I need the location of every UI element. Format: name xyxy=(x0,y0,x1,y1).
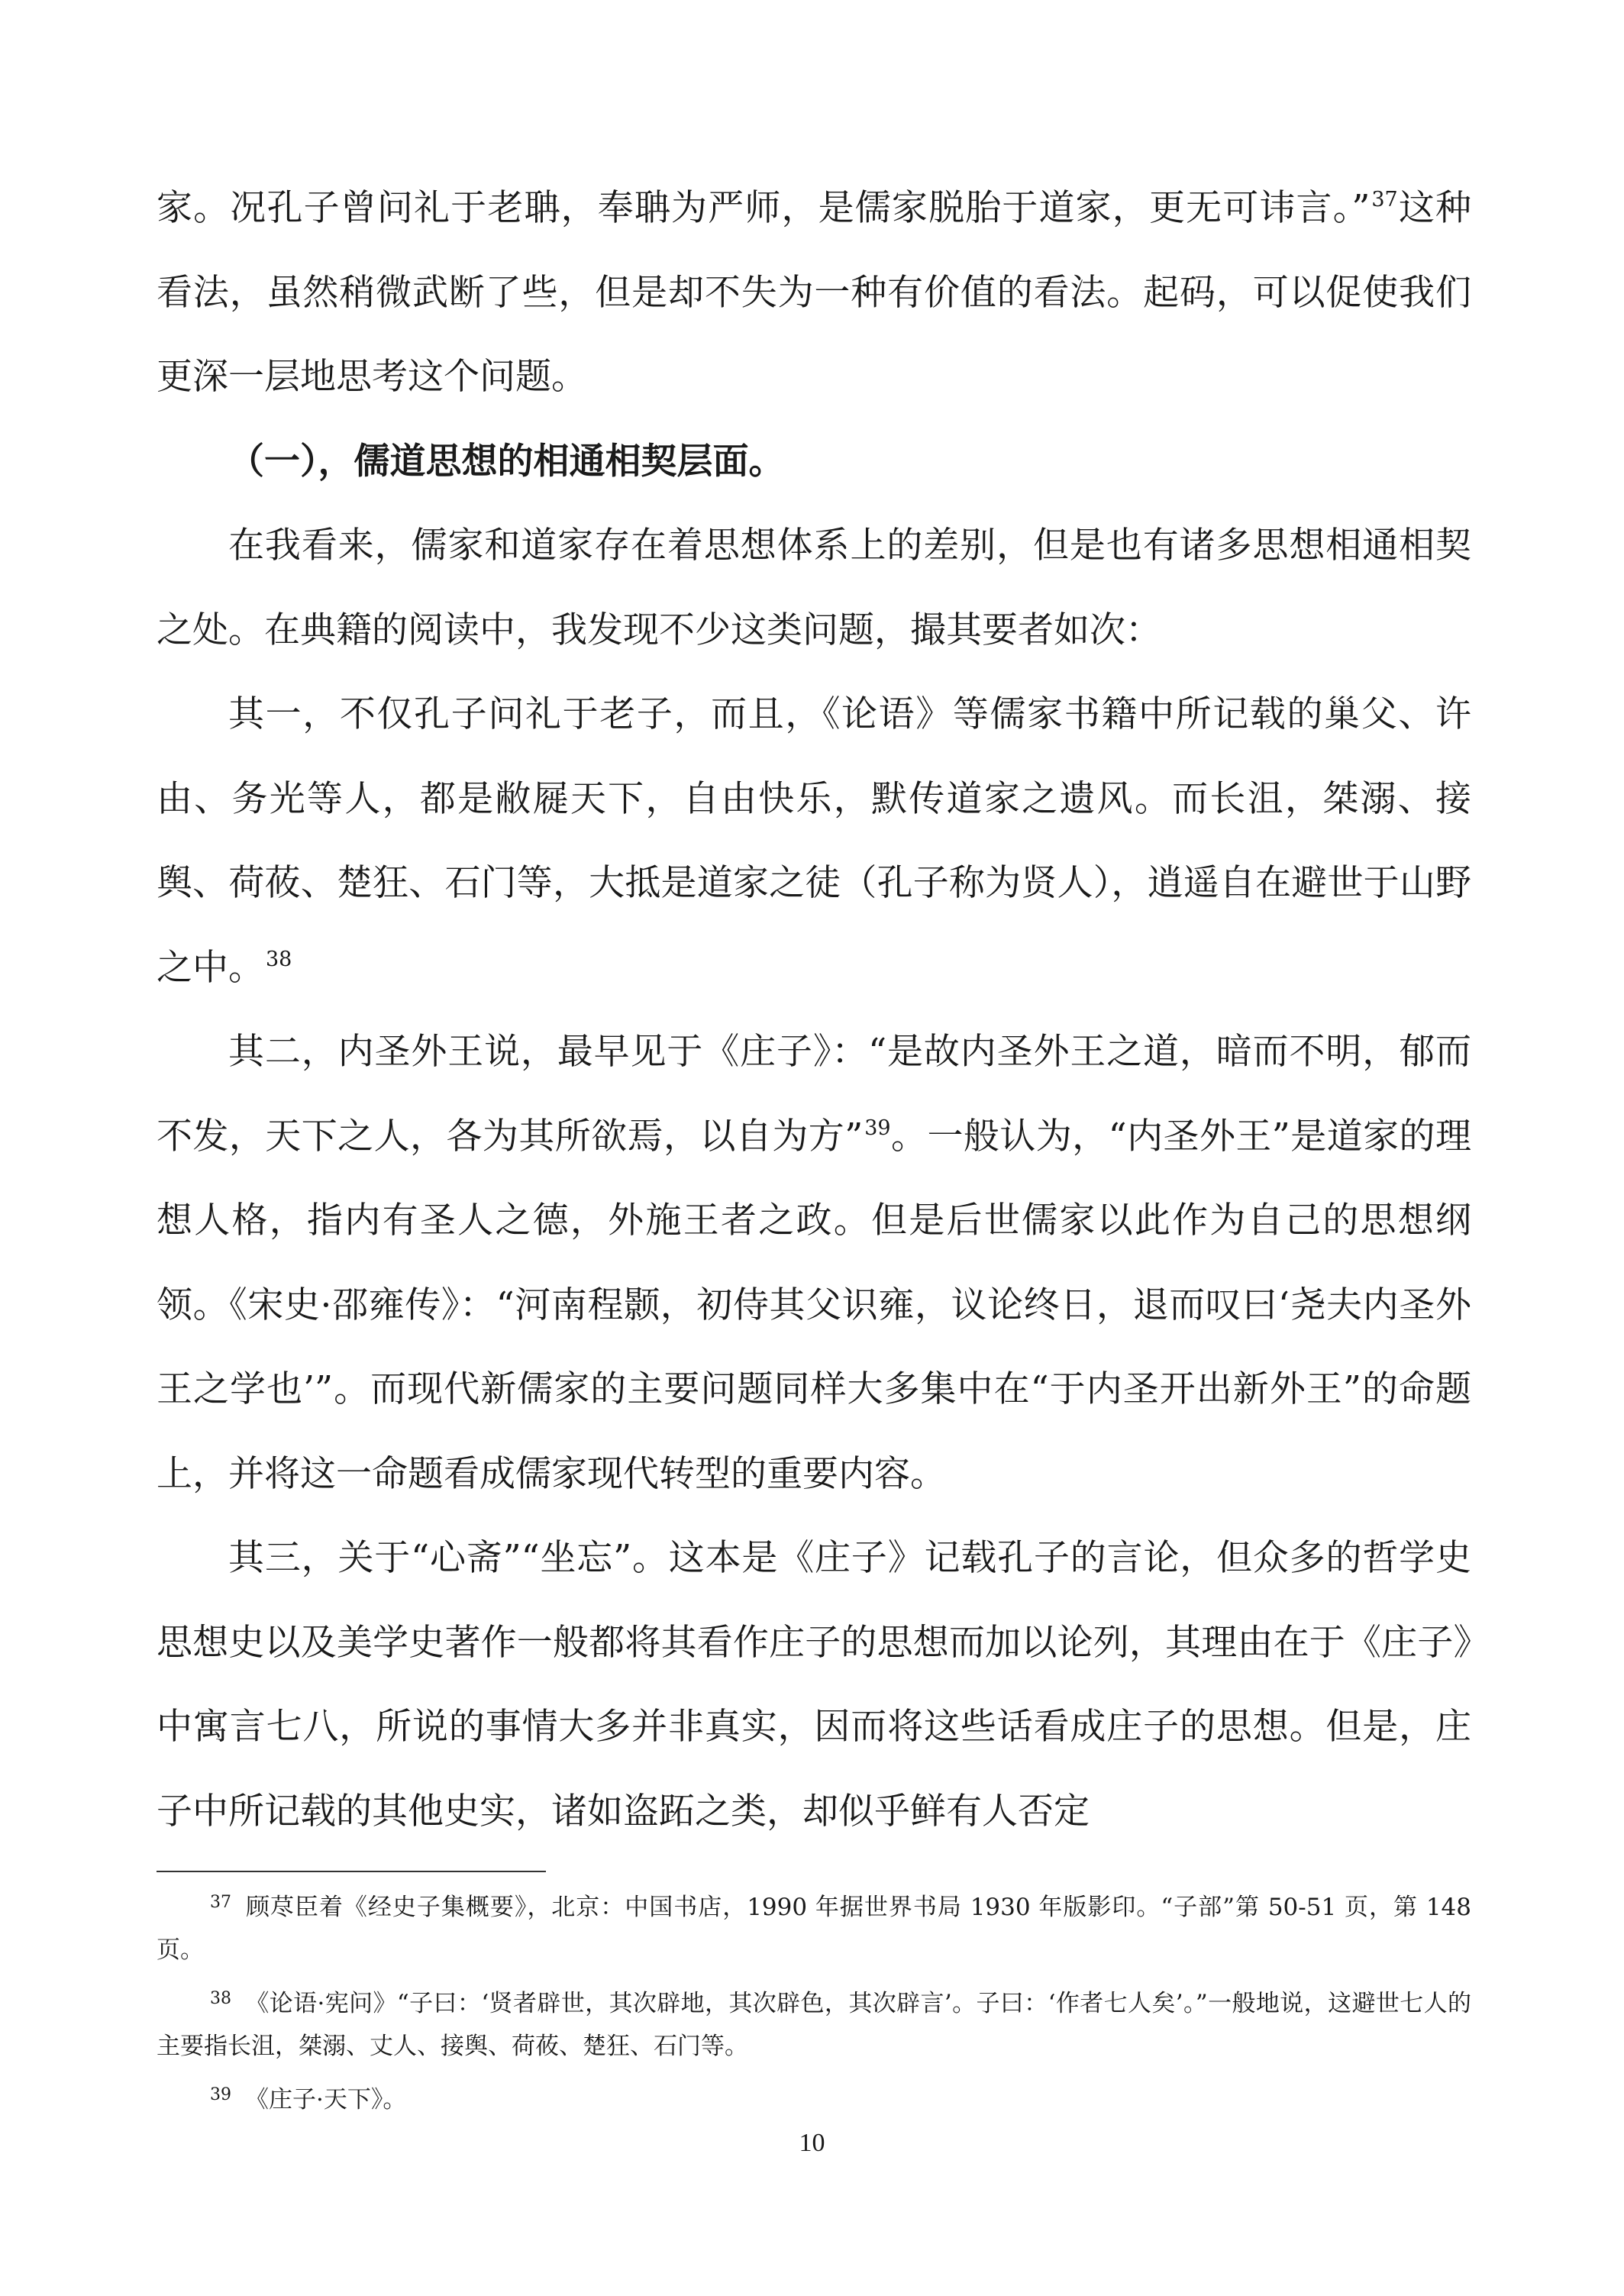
paragraph xyxy=(157,673,1471,1010)
footnote-text: 《庄子·天下》。 xyxy=(245,2086,407,2114)
footnote-number: 38 xyxy=(210,1989,231,2008)
footnote-ref[interactable]: 39 xyxy=(864,1116,891,1140)
paragraph-text: 其二，内圣外王说，最早见于《庄子》：“是故内圣外王之道，暗而不明，郁而不发，天下之人，各为其所欲焉，以自为方” xyxy=(157,1031,1471,1158)
footnote-ref[interactable]: 37 xyxy=(1371,188,1398,212)
footnote-37 xyxy=(157,1886,1471,1971)
footnote-number: 39 xyxy=(210,2085,231,2104)
paragraph: 在我看来，儒家和道家存在着思想体系上的差别，但是也有诸多思想相通相契之处。在典籍的阅读中，我发现不少这类问题，撮其要者如次： xyxy=(157,525,1471,651)
paragraph-text: 家。况孔子曾问礼于老聃，奉聃为严师，是儒家脱胎于道家，更无可讳言。” xyxy=(157,187,1371,229)
paragraph: 其三，关于“心斋”“坐忘”。这本是《庄子》记载孔子的言论，但众多的哲学史思想史以及美学史著作一般都将其看作庄子的思想而加以论列，其理由在于《庄子》中寓言七八，所说的事情大多并非真实，因而将这些话看成庄子的思想。但是，庄子中所记载的其他史实，诸如盗跖之类，却似乎鲜有人否定 xyxy=(157,1537,1471,1833)
paragraph-text: 这种看法，虽然稍微武断了些，但是却不失为一种有价值的看法。起码，可以促使我们更深一层地思考这个问题。 xyxy=(157,187,1471,398)
body-text xyxy=(157,166,1471,1854)
footnote-text: 《论语·宪问》“子曰：‘贤者辟世，其次辟地，其次辟色，其次辟言’。子曰：‘作者七人矣’。”一般地说，这避世七人的主要指长沮，桀溺、丈人、接舆、荷莜、楚狂、石门等。 xyxy=(157,1990,1471,2060)
paragraph-text: 。一般认为，“内圣外王”是道家的理想人格，指内有圣人之德，外施王者之政。但是后世儒家以此作为自己的思想纲领。《宋史·邵雍传》：“河南程颢，初侍其父识雍，议论终日，退而叹曰‘尧夫内圣外王之学也’”。而现代新儒家的主要问题同样大多集中在“于内圣开出新外王”的命题上，并将这一命题看成儒家现代转型的重要内容。 xyxy=(157,1115,1471,1495)
footnote-38 xyxy=(157,1982,1471,2068)
section-heading: （一），儒道思想的相通相契层面。 xyxy=(228,440,785,483)
footnotes xyxy=(157,1886,1471,2132)
footnote-number: 37 xyxy=(210,1893,231,1912)
paragraph xyxy=(157,1010,1471,1516)
footnote-39 xyxy=(157,2078,1471,2121)
paragraph-continued xyxy=(157,166,1471,420)
footnote-ref[interactable]: 38 xyxy=(266,947,292,971)
page-number: 10 xyxy=(799,2129,825,2157)
footnote-divider xyxy=(157,1871,546,1872)
paragraph-text: 其一，不仅孔子问礼于老子，而且，《论语》等儒家书籍中所记载的巢父、许由、务光等人，都是敝屣天下，自由快乐，默传道家之遗风。而长沮，桀溺、接舆、荷莜、楚狂、石门等，大抵是道家之徒（孔子称为贤人），逍遥自在避世于山野之中。 xyxy=(157,693,1471,989)
footnote-text: 顾荩臣着《经史子集概要》，北京：中国书店，1990 年据世界书局 1930 年版影印。“子部”第 50-51 页，第 148 页。 xyxy=(157,1894,1471,1964)
